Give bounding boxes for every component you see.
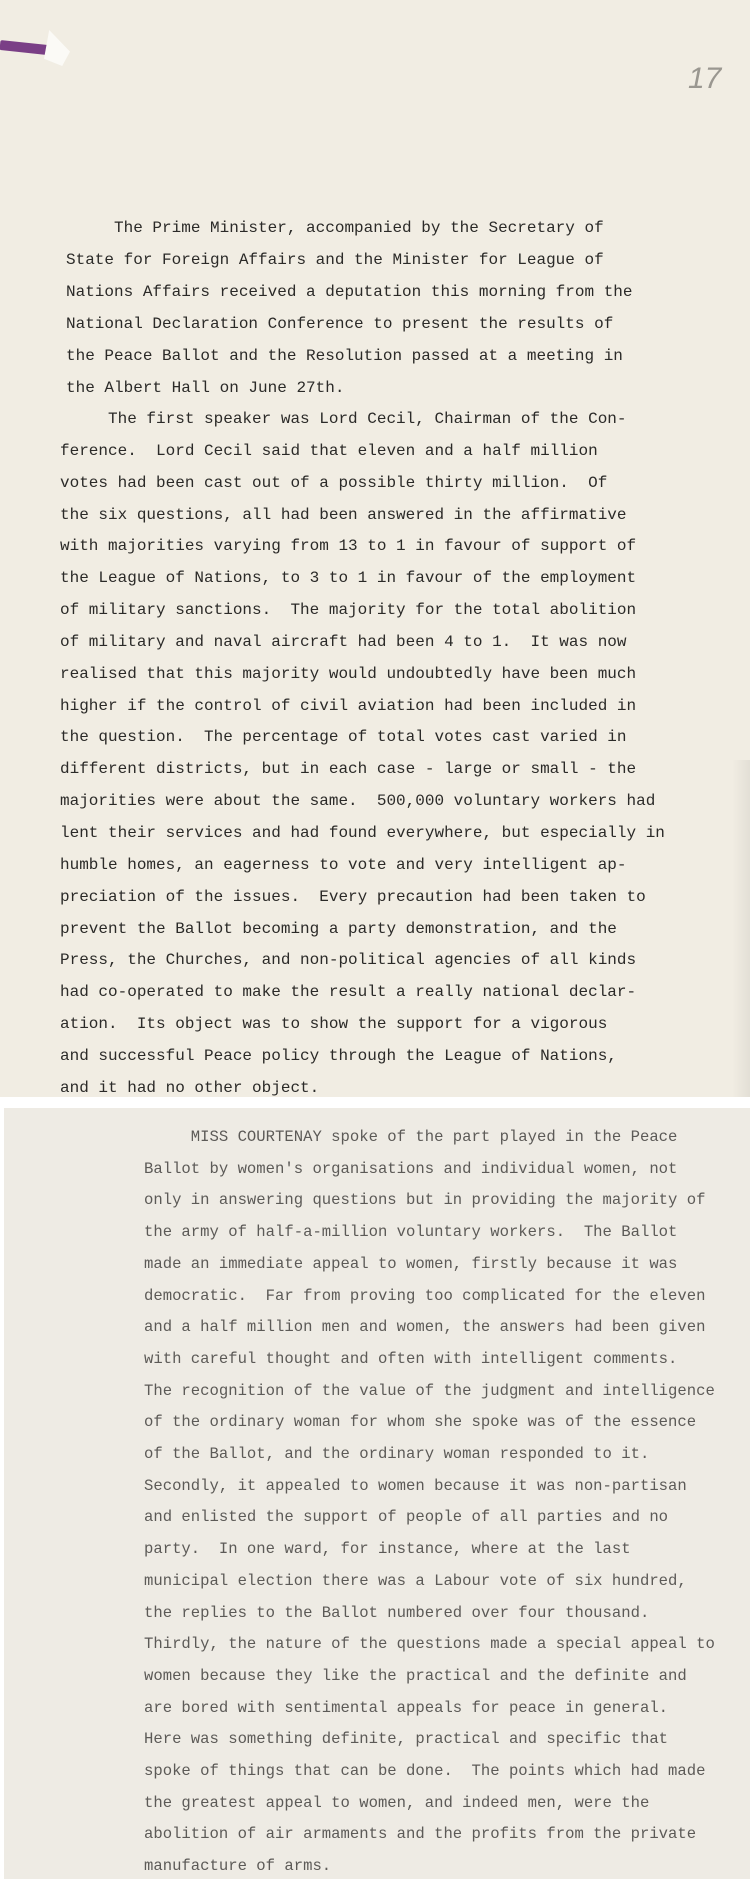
text-line: Thirdly, the nature of the questions made a special appeal to xyxy=(144,1635,715,1654)
text-line: Nations Affairs received a deputation this morning from the xyxy=(66,283,633,301)
text-line: women because they like the practical and the definite and xyxy=(144,1666,687,1685)
text-line: municipal election there was a Labour vote of six hundred, xyxy=(144,1571,687,1590)
text-line: only in answering questions but in providing the majority of xyxy=(144,1191,706,1210)
text-line: the Peace Ballot and the Resolution passed at a meeting in xyxy=(66,347,623,365)
text-line: with careful thought and often with intelligent comments. xyxy=(144,1349,678,1368)
page-fold-shadow xyxy=(732,760,750,1097)
text-line: prevent the Ballot becoming a party demonstration, and the xyxy=(60,919,617,938)
text-line: of the Ballot, and the ordinary woman responded to it. xyxy=(144,1445,650,1464)
text-line: The recognition of the value of the judgment and intelligence xyxy=(144,1381,715,1400)
text-line: lent their services and had found everywhere, but especially in xyxy=(60,823,665,842)
text-line: the League of Nations, to 3 to 1 in favour of the employment xyxy=(60,569,637,588)
text-line: and enlisted the support of people of all parties and no xyxy=(144,1508,669,1527)
text-line: ference. Lord Cecil said that eleven and a half million xyxy=(60,441,598,460)
text-line: of military sanctions. The majority for the total abolition xyxy=(60,601,637,620)
text-line: of the ordinary woman for whom she spoke was of the essence xyxy=(144,1413,697,1432)
text-line: with majorities varying from 13 to 1 in favour of support of xyxy=(60,537,637,556)
text-line: manufacture of arms. xyxy=(144,1857,332,1876)
text-line: spoke of things that can be done. The points which had made xyxy=(144,1762,706,1781)
text-line: the army of half-a-million voluntary workers. The Ballot xyxy=(144,1223,678,1242)
text-line: different districts, but in each case - large or small - the xyxy=(60,760,637,779)
text-line: and it had no other object. xyxy=(60,1078,320,1097)
binding-ribbon xyxy=(0,40,52,55)
text-line: the question. The percentage of total votes cast varied in xyxy=(60,728,627,747)
text-line: ation. Its object was to show the support for a vigorous xyxy=(60,1015,608,1034)
text-line: made an immediate appeal to women, firstly because it was xyxy=(144,1254,678,1273)
page-number: 17 xyxy=(688,62,722,95)
text-line: The first speaker was Lord Cecil, Chairman of the Con- xyxy=(60,410,627,428)
text-line: MISS COURTENAY spoke of the part played in the Peace xyxy=(144,1128,678,1146)
text-line: and a half million men and women, the answers had been given xyxy=(144,1318,706,1337)
paragraph-intro xyxy=(66,212,633,404)
text-line: State for Foreign Affairs and the Minister for League of xyxy=(66,251,604,269)
text-line: votes had been cast out of a possible thirty million. Of xyxy=(60,473,608,492)
paragraph-lord-cecil xyxy=(60,404,665,1105)
text-line: the greatest appeal to women, and indeed men, were the xyxy=(144,1793,650,1812)
text-line: had co-operated to make the result a really national declar- xyxy=(60,983,637,1002)
text-line: Secondly, it appealed to women because it was non-partisan xyxy=(144,1476,687,1495)
text-line: the six questions, all had been answered in the affirmative xyxy=(60,505,627,524)
punched-hole xyxy=(44,30,70,66)
text-line: Ballot by women's organisations and individual women, not xyxy=(144,1159,678,1178)
text-line: National Declaration Conference to present the results of xyxy=(66,315,614,333)
text-line: Here was something definite, practical and specific that xyxy=(144,1730,669,1749)
paragraph-miss-courtenay xyxy=(144,1122,715,1883)
text-line: The Prime Minister, accompanied by the Secretary of xyxy=(66,219,604,237)
text-line: party. In one ward, for instance, where at the last xyxy=(144,1540,631,1559)
text-line: humble homes, an eagerness to vote and very intelligent ap- xyxy=(60,855,627,874)
text-line: the Albert Hall on June 27th. xyxy=(66,379,345,397)
text-line: preciation of the issues. Every precaution had been taken to xyxy=(60,887,646,906)
text-line: higher if the control of civil aviation had been included in xyxy=(60,696,637,715)
text-line: realised that this majority would undoubtedly have been much xyxy=(60,664,637,683)
text-line: of military and naval aircraft had been 4 to 1. It was now xyxy=(60,632,627,651)
text-line: Press, the Churches, and non-political agencies of all kinds xyxy=(60,951,637,970)
text-line: democratic. Far from proving too complicated for the eleven xyxy=(144,1286,706,1305)
text-line: the replies to the Ballot numbered over four thousand. xyxy=(144,1603,650,1622)
text-line: and successful Peace policy through the League of Nations, xyxy=(60,1046,617,1065)
text-line: abolition of air armaments and the profits from the private xyxy=(144,1825,697,1844)
text-line: majorities were about the same. 500,000 voluntary workers had xyxy=(60,792,656,811)
text-line: are bored with sentimental appeals for peace in general. xyxy=(144,1698,669,1717)
